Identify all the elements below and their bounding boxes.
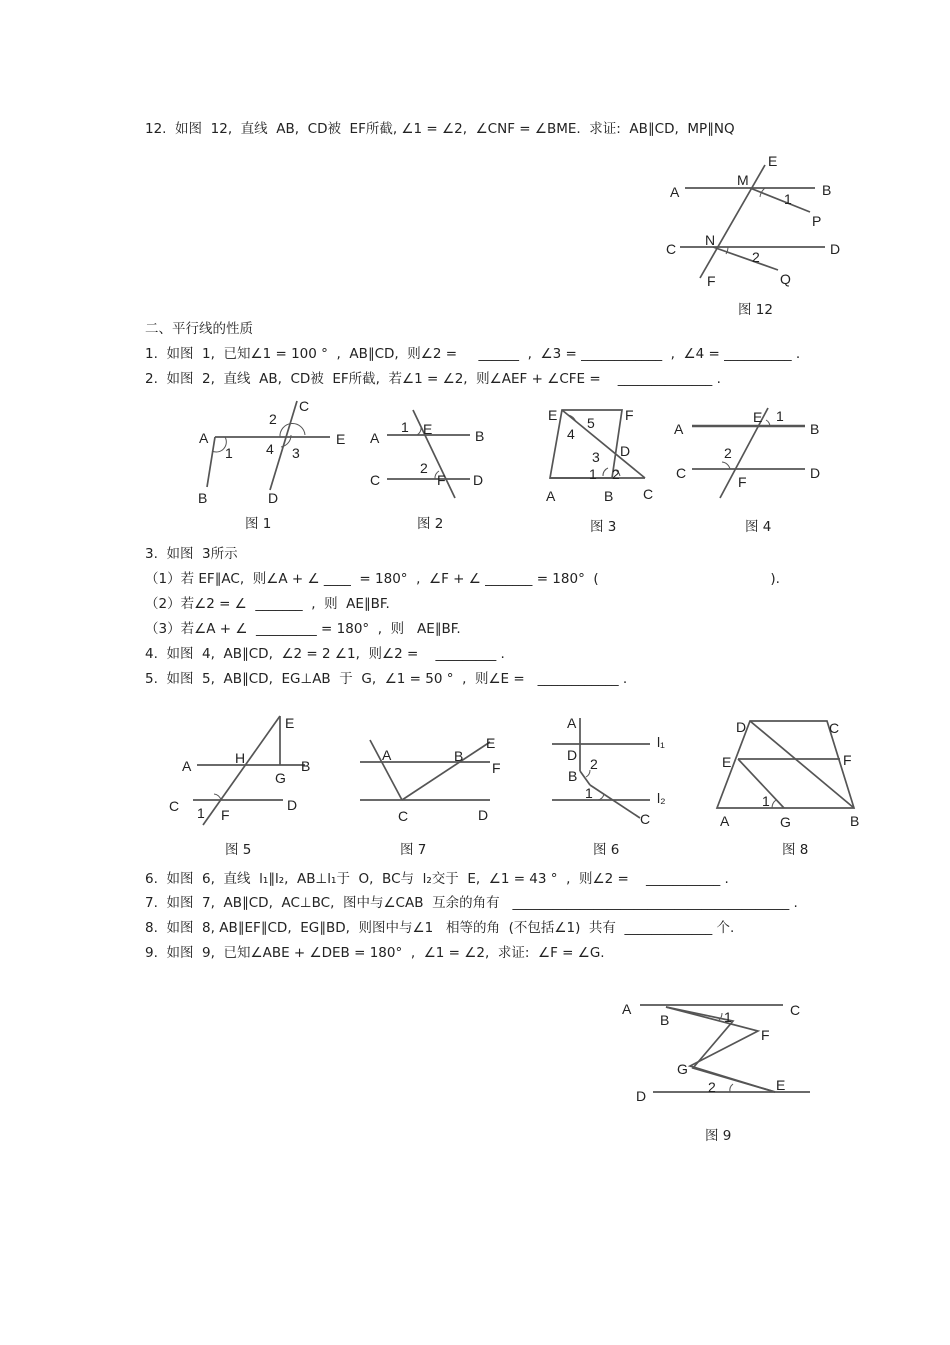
- figure-1: [195, 395, 355, 510]
- f4-label-A: A: [674, 421, 684, 437]
- problem-4: 4. 如图 4, AB∥CD, ∠2 = 2 ∠1, 则∠2 = _________ .: [145, 646, 505, 662]
- caption-figure-12: 图 12: [738, 302, 773, 318]
- f7-label-D: D: [478, 807, 489, 823]
- f3-label-F: F: [625, 407, 634, 423]
- f3-label-D: D: [620, 443, 631, 459]
- f8-label-E: E: [722, 754, 732, 770]
- figure-8: [712, 713, 872, 833]
- f5-label-B: B: [301, 758, 311, 774]
- f12-label-P: P: [812, 213, 822, 229]
- f9-label-G: G: [677, 1061, 688, 1077]
- question-12: 12. 如图 12, 直线 AB, CD被 EF所截, ∠1 = ∠2, ∠CNF = ∠BME. 求证: AB∥CD, MP∥NQ: [145, 121, 735, 137]
- f9-label-1: 1: [724, 1009, 732, 1025]
- problem-3: 3. 如图 3所示: [145, 546, 238, 562]
- f1-label-2: 2: [269, 411, 277, 427]
- f12-label-F: F: [707, 273, 716, 289]
- f4-label-B: B: [810, 421, 820, 437]
- problem-2: 2. 如图 2, 直线 AB, CD被 EF所截, 若∠1 = ∠2, 则∠AEF + ∠CFE = ______________ .: [145, 371, 721, 387]
- f12-label-2: 2: [752, 249, 760, 265]
- problem-3-part-1: （1）若 EF∥AC, 则∠A + ∠ ____ = 180° , ∠F + ∠ _______ = 180° ( ).: [145, 571, 780, 587]
- problem-3-part-3: （3）若∠A + ∠ _________ = 180° , 则 AE∥BF.: [145, 621, 461, 637]
- f2-label-1: 1: [401, 419, 409, 435]
- f9-label-E: E: [776, 1077, 786, 1093]
- f9-label-2: 2: [708, 1079, 716, 1095]
- f5-label-G: G: [275, 770, 286, 786]
- figure-5: [165, 710, 325, 830]
- f12-label-D: D: [830, 241, 841, 257]
- f5-label-F: F: [221, 807, 230, 823]
- figure-9: [618, 993, 818, 1113]
- f12-label-1: 1: [784, 191, 792, 207]
- caption-figure-6: 图 6: [593, 842, 620, 858]
- f2-label-E: E: [423, 421, 433, 437]
- f4-label-F: F: [738, 474, 747, 490]
- f7-label-C: C: [398, 808, 409, 824]
- f9-label-A: A: [622, 1001, 632, 1017]
- f2-label-C: C: [370, 472, 381, 488]
- f8-label-G: G: [780, 814, 791, 830]
- problem-8: 8. 如图 8, AB∥EF∥CD, EG∥BD, 则图中与∠1 相等的角 (不包括∠1) 共有 _____________ 个.: [145, 920, 735, 936]
- f1-label-3: 3: [292, 445, 300, 461]
- f5-label-A: A: [182, 758, 192, 774]
- f2-label-A: A: [370, 430, 380, 446]
- f12-label-Q: Q: [780, 271, 791, 287]
- f9-label-B: B: [660, 1012, 670, 1028]
- f6-label-l1: l₁: [657, 734, 665, 750]
- caption-figure-4: 图 4: [745, 519, 772, 535]
- f9-label-C: C: [790, 1002, 801, 1018]
- f7-label-B: B: [454, 748, 464, 764]
- f6-label-2: 2: [590, 756, 598, 772]
- f5-label-C: C: [169, 798, 180, 814]
- f2-label-D: D: [473, 472, 484, 488]
- f1-label-4: 4: [266, 441, 274, 457]
- problem-7: 7. 如图 7, AB∥CD, AC⊥BC, 图中与∠CAB 互余的角有 _________________________________________ .: [145, 895, 798, 911]
- figure-12: [660, 150, 860, 290]
- f3-label-4: 4: [567, 426, 575, 442]
- f6-label-C: C: [640, 811, 651, 827]
- f4-label-1: 1: [776, 408, 784, 424]
- f1-label-C: C: [299, 398, 310, 414]
- f1-label-B: B: [198, 490, 208, 506]
- f8-label-A: A: [720, 813, 730, 829]
- f6-label-1: 1: [585, 785, 593, 801]
- f1-label-D: D: [268, 490, 279, 506]
- figure-3: [540, 398, 670, 508]
- f6-label-l2: l₂: [657, 790, 666, 806]
- f5-label-1: 1: [197, 805, 205, 821]
- f6-label-D: D: [567, 747, 578, 763]
- f3-label-E: E: [548, 407, 558, 423]
- f3-label-B: B: [604, 488, 614, 504]
- f8-label-F: F: [843, 752, 852, 768]
- caption-figure-3: 图 3: [590, 519, 617, 535]
- f12-label-A: A: [670, 184, 680, 200]
- f8-label-B: B: [850, 813, 860, 829]
- problem-5: 5. 如图 5, AB∥CD, EG⊥AB 于 G, ∠1 = 50 ° , 则∠E = ____________ .: [145, 671, 628, 687]
- f3-label-1: 1: [589, 466, 597, 482]
- f3-label-3: 3: [592, 449, 600, 465]
- f2-label-2: 2: [420, 460, 428, 476]
- caption-figure-8: 图 8: [782, 842, 809, 858]
- f9-label-F: F: [761, 1027, 770, 1043]
- caption-figure-2: 图 2: [417, 516, 444, 532]
- f1-label-1: 1: [225, 445, 233, 461]
- f3-label-5: 5: [587, 415, 595, 431]
- f12-label-N: N: [705, 232, 716, 248]
- f8-label-C: C: [829, 720, 840, 736]
- f12-label-C: C: [666, 241, 677, 257]
- f1-label-E: E: [336, 431, 346, 447]
- f5-label-E: E: [285, 715, 295, 731]
- f2-label-F: F: [437, 472, 446, 488]
- figure-2: [365, 400, 505, 500]
- figure-6: [550, 713, 680, 828]
- f1-label-A: A: [199, 430, 209, 446]
- caption-figure-7: 图 7: [400, 842, 427, 858]
- f7-label-F: F: [492, 760, 501, 776]
- f5-label-D: D: [287, 797, 298, 813]
- f3-label-A: A: [546, 488, 556, 504]
- problem-1: 1. 如图 1, 已知∠1 = 100 ° , AB∥CD, 则∠2 = ______ , ∠3 = ____________ , ∠4 = __________ .: [145, 346, 801, 362]
- f12-label-E: E: [768, 153, 778, 169]
- problem-3-part-2: （2）若∠2 = ∠ _______ , 则 AE∥BF.: [145, 596, 390, 612]
- section-title: 二、平行线的性质: [145, 321, 253, 337]
- f4-label-2: 2: [724, 445, 732, 461]
- figure-4: [670, 400, 830, 510]
- f12-label-B: B: [822, 182, 832, 198]
- problem-6: 6. 如图 6, 直线 l₁∥l₂, AB⊥l₁于 O, BC与 l₂交于 E, ∠1 = 43 ° , 则∠2 = ___________ .: [145, 871, 729, 887]
- f4-label-D: D: [810, 465, 821, 481]
- f6-label-A: A: [567, 715, 577, 731]
- f8-label-1: 1: [762, 793, 770, 809]
- figure-7: [350, 730, 510, 830]
- f2-label-B: B: [475, 428, 485, 444]
- caption-figure-5: 图 5: [225, 842, 252, 858]
- caption-figure-1: 图 1: [245, 516, 272, 532]
- f6-label-B: B: [568, 768, 578, 784]
- f3-label-C: C: [643, 486, 654, 502]
- caption-figure-9: 图 9: [705, 1128, 732, 1144]
- f7-label-E: E: [486, 735, 496, 751]
- f12-label-M: M: [737, 172, 749, 188]
- f7-label-A: A: [382, 747, 392, 763]
- f8-label-D: D: [736, 719, 747, 735]
- problem-9: 9. 如图 9, 已知∠ABE + ∠DEB = 180° , ∠1 = ∠2, 求证: ∠F = ∠G.: [145, 945, 605, 961]
- f4-label-C: C: [676, 465, 687, 481]
- f5-label-H: H: [235, 750, 246, 766]
- f4-label-E: E: [753, 409, 763, 425]
- f9-label-D: D: [636, 1088, 647, 1104]
- f3-label-2: 2: [612, 466, 620, 482]
